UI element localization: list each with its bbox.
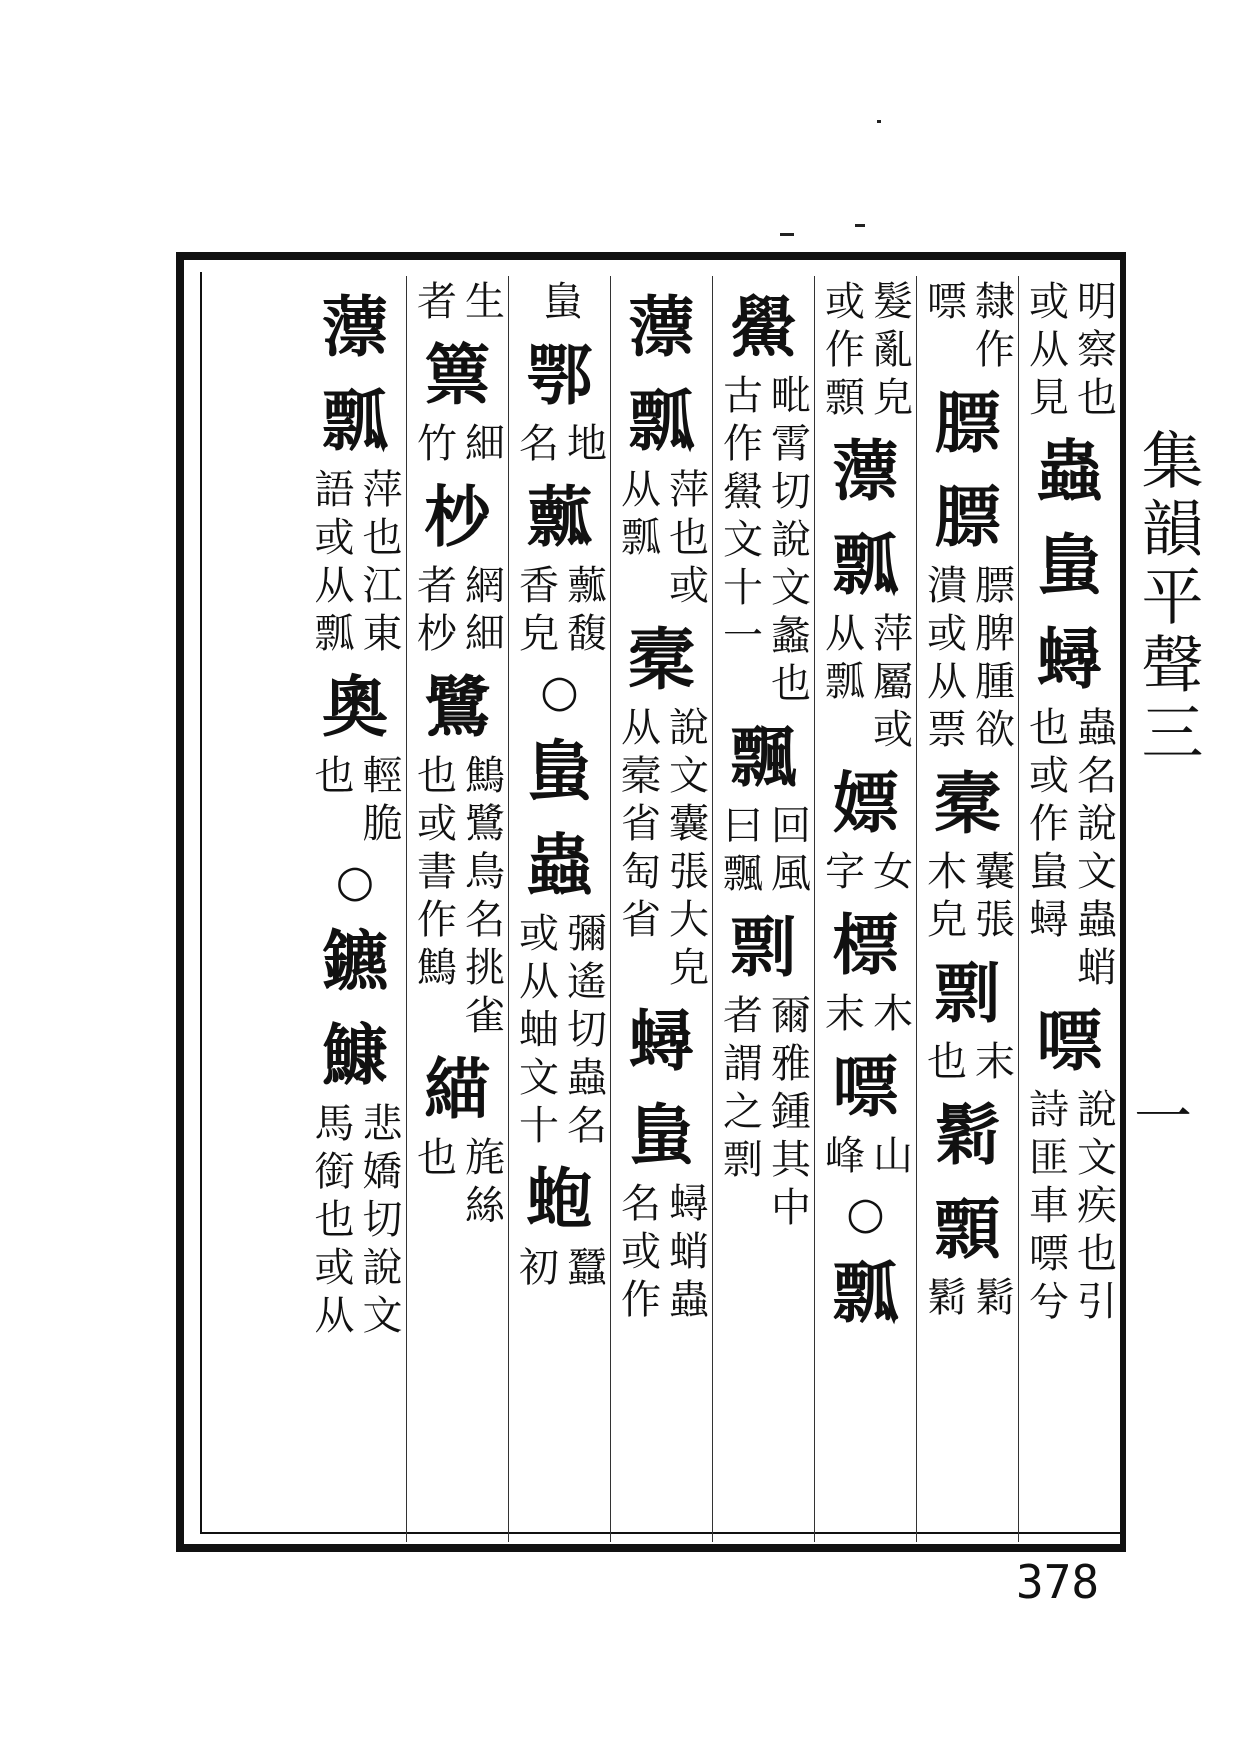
annotation — [1019, 1088, 1120, 1328]
column-7 — [406, 276, 508, 1542]
head-character: 瓢 — [832, 526, 899, 604]
annotation — [815, 850, 916, 898]
annotation-line: 名或作 — [614, 1182, 661, 1326]
annotation-line: 䕯馥 — [560, 564, 607, 660]
head-character: 蚫 — [526, 1160, 593, 1238]
annotation — [713, 804, 814, 900]
annotation-line: 木皃 — [920, 850, 967, 946]
head-character: 瓢 — [322, 382, 388, 460]
annotation-line: 或作顠 — [818, 280, 865, 424]
head-character: 槖 — [934, 764, 1001, 842]
annotation-line: 者謂之剽 — [716, 994, 763, 1186]
annotation — [917, 564, 1018, 756]
annotation-line: 潰或从票 — [920, 564, 967, 756]
head-character: 鄂 — [526, 336, 593, 414]
speck — [855, 224, 865, 227]
edge-mark: 一 — [1134, 1083, 1193, 1151]
annotation-line: 末 — [818, 992, 865, 1040]
annotation-line: 輕脆 — [356, 754, 402, 850]
annotation — [304, 468, 406, 660]
head-character: 標 — [832, 906, 899, 984]
annotation-line: 从瓢 — [614, 468, 661, 564]
text-columns — [202, 276, 1120, 1542]
column-4 — [712, 276, 814, 1542]
head-character: 緢 — [424, 1050, 491, 1128]
head-character: 瓢 — [832, 1254, 899, 1332]
annotation-line: 曰飄 — [716, 804, 763, 900]
annotation-line: 馬銜也或从 — [308, 1102, 354, 1342]
annotation-line: 字 — [818, 850, 865, 898]
head-character: 蟲 — [526, 826, 593, 904]
head-character: 䕯 — [526, 478, 593, 556]
annotation-line: 網細 — [458, 564, 505, 660]
annotation-line: 也 — [308, 754, 354, 802]
head-character: 剽 — [934, 954, 1001, 1032]
annotation — [815, 612, 916, 756]
annotation-line: 也或書作鷦 — [410, 754, 457, 994]
annotation — [713, 374, 814, 710]
head-character: 鱇 — [322, 1016, 388, 1094]
annotation-line: 也 — [920, 1040, 967, 1088]
annotation-line: 悲嬌切說文 — [356, 1102, 402, 1342]
annotation-line: 膘脾腫欲 — [968, 564, 1015, 756]
annotation — [713, 994, 814, 1234]
annotation-line: 从瓢 — [818, 612, 865, 708]
annotation — [1019, 280, 1120, 424]
annotation-line: 回風 — [764, 804, 811, 900]
annotation-line: 蠶 — [560, 1246, 607, 1294]
annotation-line: 髮亂皃 — [866, 280, 913, 424]
annotation — [509, 564, 610, 660]
head-character: 薸 — [628, 288, 695, 366]
page-edge — [1120, 252, 1240, 1552]
annotation — [917, 850, 1018, 946]
annotation-line: 山 — [866, 1134, 913, 1182]
annotation-line: 香皃 — [512, 564, 559, 660]
annotation-line: 也或作蛗蟳 — [1022, 706, 1069, 946]
annotation-line: 或从蚰文十 — [512, 912, 559, 1152]
annotation-line: 鷦鷺鳥名挑雀 — [458, 754, 505, 1042]
column-3 — [814, 276, 916, 1542]
head-character: 槖 — [628, 620, 695, 698]
head-character: 嘌 — [832, 1048, 899, 1126]
annotation-line: 萍屬或 — [866, 612, 913, 756]
annotation-line: 旄絲 — [458, 1136, 505, 1232]
page-frame — [176, 252, 1124, 1552]
head-character: 剽 — [730, 908, 797, 986]
annotation — [407, 754, 508, 1042]
column-2 — [916, 276, 1018, 1542]
head-character: 嘌 — [1036, 1002, 1103, 1080]
head-character: 篻 — [424, 336, 491, 414]
annotation-line: 木 — [866, 992, 913, 1040]
annotation — [917, 1040, 1018, 1088]
annotation-line: 囊張 — [968, 850, 1015, 946]
annotation — [304, 754, 406, 850]
annotation-line: 隸作 — [968, 280, 1015, 376]
annotation — [509, 1246, 610, 1294]
annotation-line: 名 — [512, 422, 559, 470]
annotation-line: 者杪 — [410, 564, 457, 660]
head-character: 膘 — [934, 478, 1001, 556]
annotation — [407, 280, 508, 328]
head-character: 薸 — [322, 288, 388, 366]
annotation-line: 或从見 — [1022, 280, 1069, 424]
annotation-line: 鬁 — [920, 1276, 967, 1324]
annotation-line: 說文疾也引 — [1070, 1088, 1117, 1328]
annotation-line: 彌遙切蟲名 — [560, 912, 607, 1152]
annotation — [815, 1134, 916, 1182]
annotation-line: 地 — [560, 422, 607, 470]
head-character: 鑣 — [322, 922, 388, 1000]
annotation-line: 明察也 — [1070, 280, 1117, 424]
head-character: 瓢 — [628, 382, 695, 460]
annotation-line: 說文囊張大皃 — [662, 706, 709, 994]
annotation-line: 末 — [968, 1040, 1015, 1088]
annotation — [815, 280, 916, 424]
head-character: 奧 — [322, 668, 388, 746]
circle-mark: ○ — [846, 1188, 885, 1239]
annotation-line: 竹 — [410, 422, 457, 470]
annotation-line: 初 — [512, 1246, 559, 1294]
annotation-line: 萍也或 — [662, 468, 709, 612]
annotation — [304, 1102, 406, 1342]
annotation-line: 爾雅鍾其中 — [764, 994, 811, 1234]
head-character: 薸 — [832, 432, 899, 510]
annotation — [509, 280, 610, 328]
annotation-line: 嘌 — [920, 280, 967, 328]
column-5 — [610, 276, 712, 1542]
annotation-line: 細 — [458, 422, 505, 470]
annotation — [407, 422, 508, 470]
annotation-line: 毗霄切說文蠡也 — [764, 374, 811, 710]
circle-mark: ○ — [540, 666, 579, 717]
head-character: 鬁 — [934, 1096, 1001, 1174]
speck — [780, 233, 794, 236]
edge-rule — [1120, 252, 1126, 1552]
annotation — [815, 992, 916, 1040]
annotation-line: 者 — [410, 280, 457, 328]
column-1 — [1018, 276, 1120, 1542]
annotation — [1019, 706, 1120, 994]
annotation-line: 蟳蛸蟲 — [662, 1182, 709, 1326]
annotation — [509, 912, 610, 1152]
column-6 — [508, 276, 610, 1542]
annotation — [407, 564, 508, 660]
annotation — [611, 468, 712, 612]
head-character: 鷺 — [424, 668, 491, 746]
annotation — [509, 422, 610, 470]
head-character: 飄 — [730, 718, 797, 796]
annotation-line: 萍也江東 — [356, 468, 402, 660]
annotation-line: 女 — [866, 850, 913, 898]
annotation-line: 古作鱟文十一 — [716, 374, 763, 662]
annotation-line: 峰 — [818, 1134, 865, 1182]
head-character: 蛗 — [526, 732, 593, 810]
annotation-line: 蟲名說文蟲蛸 — [1070, 706, 1117, 994]
head-character: 顠 — [934, 1190, 1001, 1268]
annotation — [407, 1136, 508, 1232]
annotation-line: 語或从瓢 — [308, 468, 354, 660]
circle-mark: ○ — [335, 856, 375, 907]
head-character: 鱟 — [730, 288, 797, 366]
annotation-line: 蛗 — [536, 280, 583, 328]
head-character: 膘 — [934, 384, 1001, 462]
column-8 — [304, 276, 406, 1542]
speck — [877, 120, 881, 123]
head-character: 蟳 — [628, 1002, 695, 1080]
book-title: 集韻平聲三 — [1131, 428, 1204, 768]
annotation — [917, 280, 1018, 376]
annotation-line: 鬁 — [968, 1276, 1015, 1324]
head-character: 蛗 — [1036, 526, 1103, 604]
head-character: 蟲 — [1036, 432, 1103, 510]
annotation-line: 詩匪車嘌兮 — [1022, 1088, 1069, 1328]
head-character: 蟳 — [1036, 620, 1103, 698]
annotation — [917, 1276, 1018, 1324]
page-number: 378 — [1016, 1555, 1100, 1609]
head-character: 杪 — [424, 478, 491, 556]
head-character: 蛗 — [628, 1096, 695, 1174]
annotation-line: 生 — [458, 280, 505, 328]
annotation-line: 从槖省匋省 — [614, 706, 661, 946]
annotation — [611, 706, 712, 994]
annotation — [611, 1182, 712, 1326]
annotation-line: 也 — [410, 1136, 457, 1184]
head-character: 嫖 — [832, 764, 899, 842]
